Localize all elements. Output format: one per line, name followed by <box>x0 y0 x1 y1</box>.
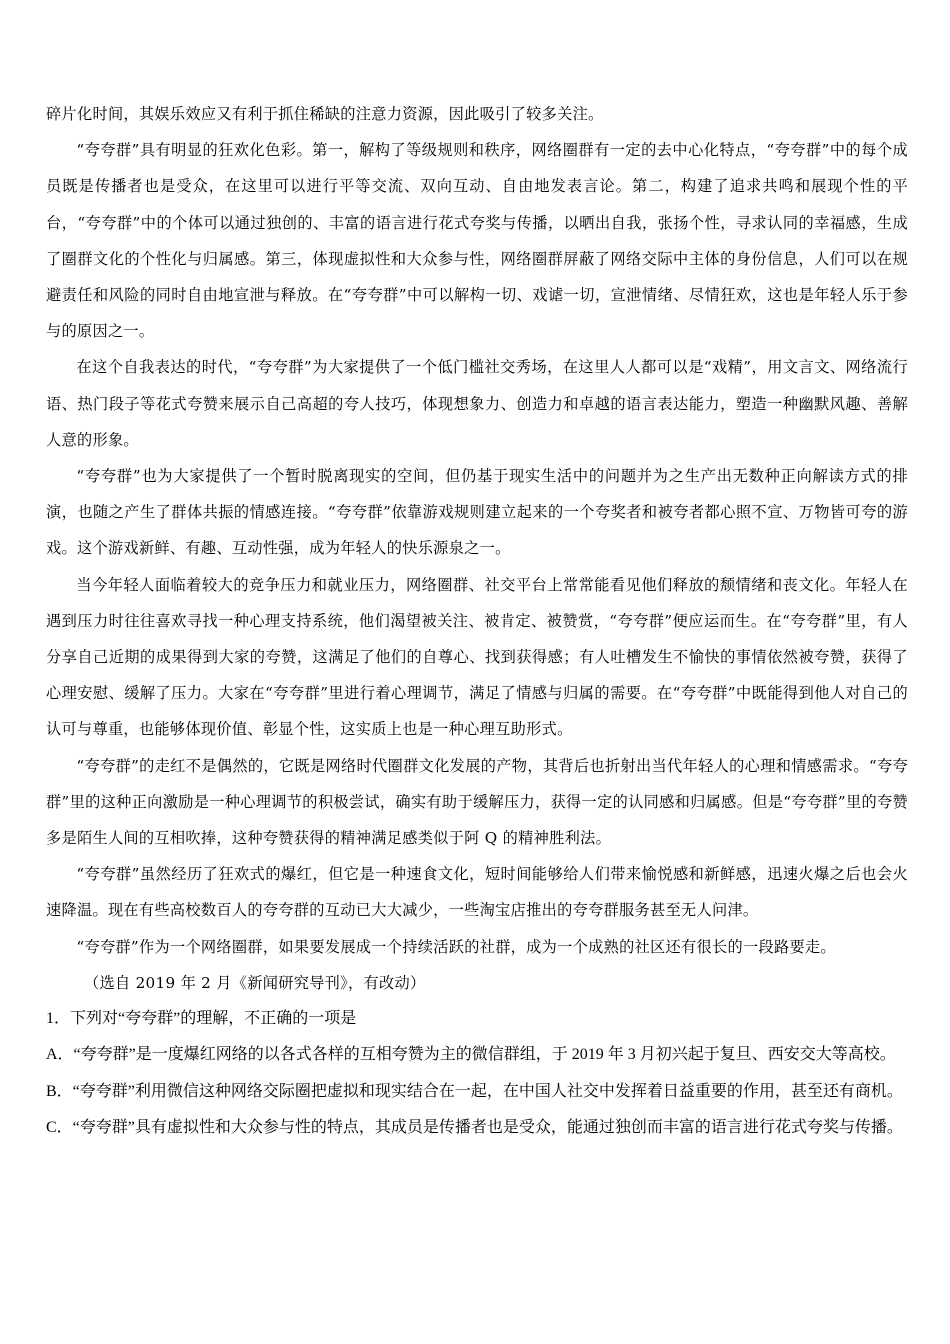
option-c: C．“夸夸群”具有虚拟性和大众参与性的特点，其成员是传播者也是受众，能通过独创而丰富的语言进行花式夸奖与传播。 <box>46 1119 903 1137</box>
article-paragraph-4: “夸夸群”也为大家提供了一个暂时脱离现实的空间，但仍基于现实生活中的问题并为之生产出无数种正向解读方式的排演，也随之产生了群体共振的情感连接。“夸夸群”依靠游戏规则建立起来的一个夸奖者和被夸者都心照不宣、万物皆可夸的游戏。这个游戏新鲜、有趣、互动性强，成为年轻人的快乐源泉之一。 <box>46 467 908 558</box>
document-page <box>46 96 908 1147</box>
question-options <box>46 1037 908 1147</box>
option-a: A．“夸夸群”是一度爆红网络的以各式各样的互相夸赞为主的微信群组，于 2019 年 3 月初兴起于复旦、西安交大等高校。 <box>46 1046 896 1064</box>
question-stem: 1．下列对“夸夸群”的理解，不正确的一项是 <box>46 1010 357 1028</box>
article-paragraph-2: “夸夸群”具有明显的狂欢化色彩。第一，解构了等级规则和秩序，网络圈群有一定的去中心化特点，“夸夸群”中的每个成员既是传播者也是受众，在这里可以进行平等交流、双向互动、自由地发表言论。第二，构建了追求共鸣和展现个性的平台，“夸夸群”中的个体可以通过独创的、丰富的语言进行花式夸奖与传播，以晒出自我，张扬个性，寻求认同的幸福感，生成了圈群文化的个性化与归属感。第三，体现虚拟性和大众参与性，网络圈群屏蔽了网络交际中主体的身份信息，人们可以在规避责任和风险的同时自由地宣泄与释放。在“夸夸群”中可以解构一切、戏谑一切，宣泄情绪、尽情狂欢，这也是年轻人乐于参与的原因之一。 <box>46 141 908 341</box>
article-paragraph-6: “夸夸群”的走红不是偶然的，它既是网络时代圈群文化发展的产物，其背后也折射出当代年轻人的心理和情感需求。“夸夸群”里的这种正向激励是一种心理调节的积极尝试，确实有助于缓解压力，获得一定的认同感和归属感。但是“夸夸群”里的夸赞多是陌生人间的互相吹捧，这种夸赞获得的精神满足感类似于阿 Q 的精神胜利法。 <box>46 756 908 848</box>
article-paragraph-5: 当今年轻人面临着较大的竞争压力和就业压力，网络圈群、社交平台上常常能看见他们释放的颓情绪和丧文化。年轻人在遇到压力时往往喜欢寻找一种心理支持系统，他们渴望被关注、被肯定、被赞赏，“夸夸群”便应运而生。在“夸夸群”里，有人分享自己近期的成果得到大家的夸赞，这满足了他们的自尊心、找到获得感；有人吐槽发生不愉快的事情依然被夸赞，获得了心理安慰、缓解了压力。大家在“夸夸群”里进行着心理调节，满足了情感与归属的需要。在“夸夸群”中既能得到他人对自己的认可与尊重，也能够体现价值、彰显个性，这实质上也是一种心理互助形式。 <box>46 575 908 739</box>
article-paragraph-8: “夸夸群”作为一个网络圈群，如果要发展成一个持续活跃的社群，成为一个成熟的社区还有很长的一段路要走。 <box>76 937 836 956</box>
article-source: （选自 2019 年 2 月《新闻研究导刊》，有改动） <box>84 973 426 992</box>
option-b: B．“夸夸群”利用微信这种网络交际圈把虚拟和现实结合在一起，在中国人社交中发挥着日益重要的作用，甚至还有商机。 <box>46 1082 903 1100</box>
article-paragraph-3: 在这个自我表达的时代，“夸夸群”为大家提供了一个低门槛社交秀场，在这里人人都可以是“戏精”，用文言文、网络流行语、热门段子等花式夸赞来展示自己高超的夸人技巧，体现想象力、创造力和卓越的语言表达能力，塑造一种幽默风趣、善解人意的形象。 <box>46 358 908 449</box>
article-paragraph-7: “夸夸群”虽然经历了狂欢式的爆红，但它是一种速食文化，短时间能够给人们带来愉悦感和新鲜感，迅速火爆之后也会火速降温。现在有些高校数百人的夸夸群的互动已大大减少，一些淘宝店推出的夸夸群服务甚至无人问津。 <box>46 865 908 920</box>
article-paragraph-1: 碎片化时间，其娱乐效应又有利于抓住稀缺的注意力资源，因此吸引了较多关注。 <box>46 105 604 123</box>
